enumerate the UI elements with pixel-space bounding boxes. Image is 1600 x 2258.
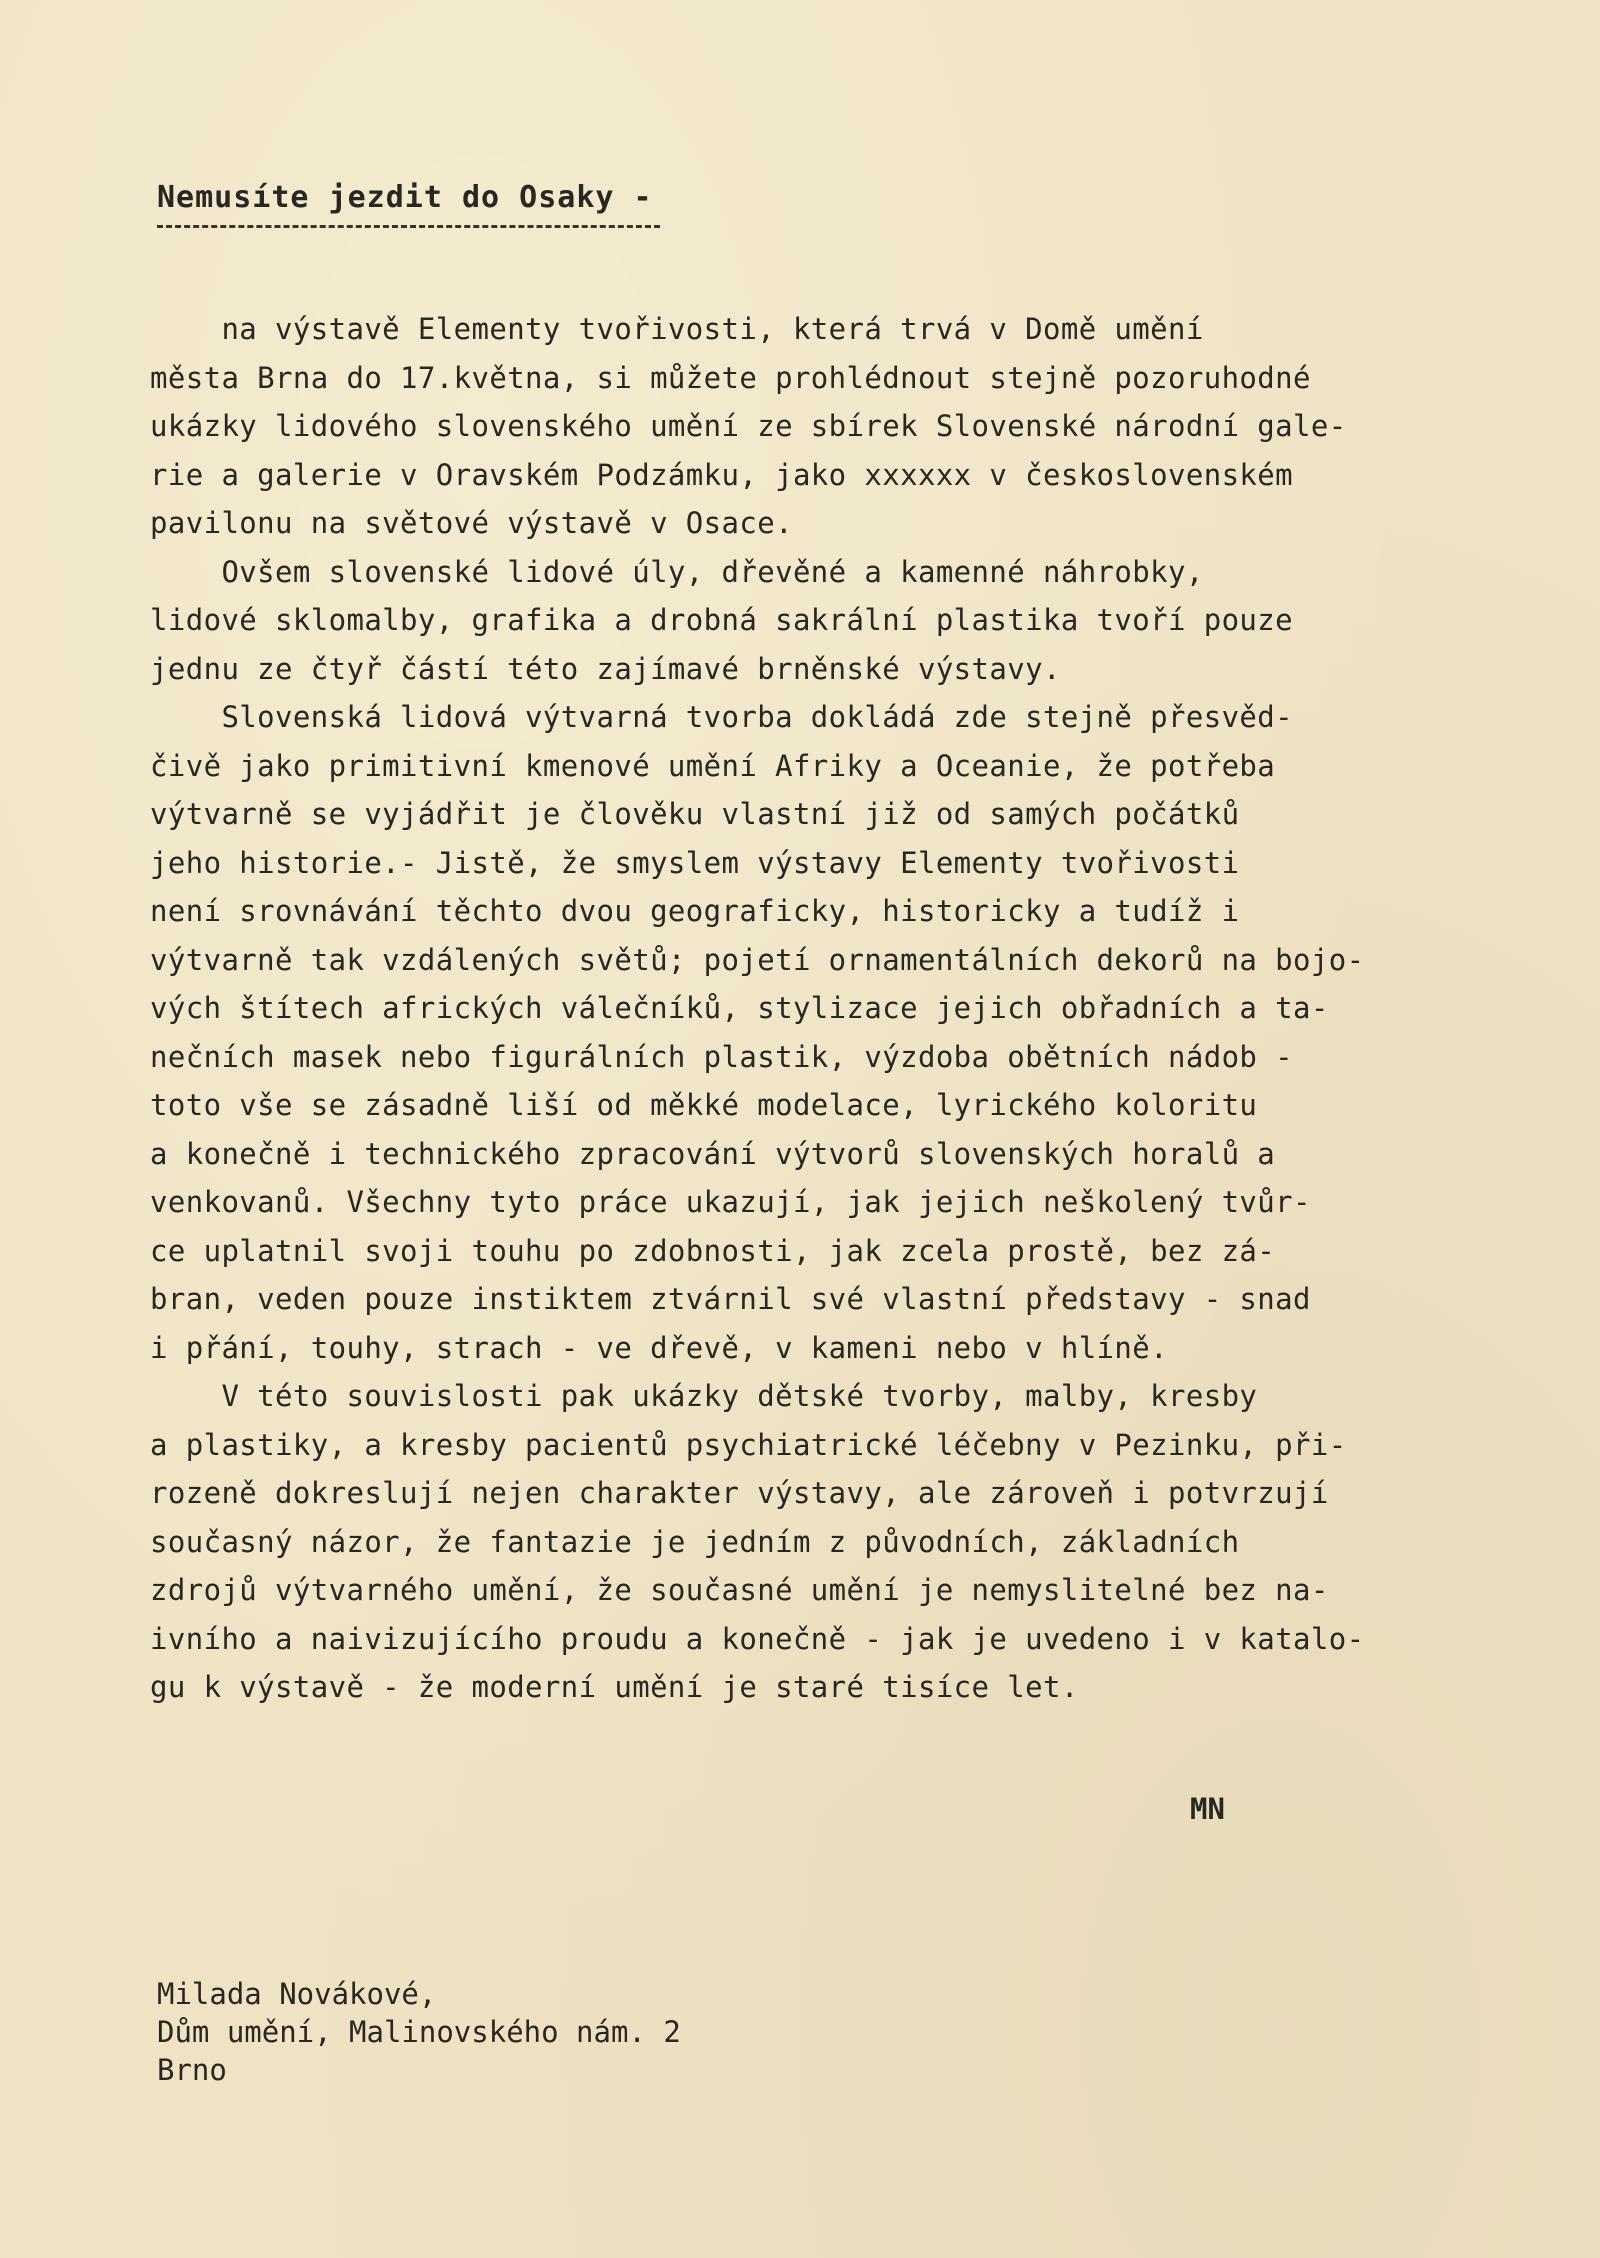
text-line: rie a galerie v Oravském Podzámku, jako xxxxxx v československém bbox=[150, 457, 1294, 492]
text-line: výtvarně se vyjádřit je člověku vlastní již od samých počátků bbox=[150, 797, 1240, 831]
text-line: a plastiky, a kresby pacientů psychiatrické léčebny v Pezinku, při- bbox=[150, 1427, 1347, 1462]
text-line: i přání, touhy, strach - ve dřevě, v kameni nebo v hlíně. bbox=[150, 1330, 1168, 1365]
author-initials: MN bbox=[1190, 1792, 1225, 1826]
text-line: jeho historie.- Jistě, že smyslem výstavy Elementy tvořivosti bbox=[150, 845, 1240, 880]
address-line: Dům umění, Malinovského nám. 2 bbox=[157, 2015, 681, 2049]
text-line: ukázky lidového slovenského umění ze sbírek Slovenské národní gale- bbox=[150, 409, 1347, 443]
text-line: bran, veden pouze instiktem ztvárnil své vlastní představy - snad bbox=[150, 1282, 1311, 1316]
text-line: nečních masek nebo figurálních plastik, výzdoba obětních nádob - bbox=[150, 1039, 1294, 1074]
address-line: Milada Novákové, bbox=[157, 1977, 437, 2011]
text-line: V této souvislosti pak ukázky dětské tvorby, malby, kresby bbox=[150, 1379, 1258, 1413]
title-underline bbox=[157, 225, 660, 228]
text-line: toto vše se zásadně liší od měkké modelace, lyrického koloritu bbox=[150, 1088, 1258, 1122]
document-title: Nemusíte jezdit do Osaky - bbox=[157, 180, 653, 215]
article-body bbox=[150, 305, 1520, 1712]
text-line: jednu ze čtyř částí této zajímavé brněnské výstavy. bbox=[150, 651, 1061, 686]
text-line: Ovšem slovenské lidové úly, dřevěné a kamenné náhrobky, bbox=[150, 554, 1204, 589]
address-block bbox=[157, 1975, 681, 2089]
text-line: gu k výstavě - že moderní umění je staré tisíce let. bbox=[150, 1670, 1079, 1704]
text-line: a konečně i technického zpracování výtvorů slovenských horalů a bbox=[150, 1136, 1276, 1171]
text-line: na výstavě Elementy tvořivosti, která trvá v Domě umění bbox=[150, 312, 1204, 346]
text-line: výtvarně tak vzdálených světů; pojetí ornamentálních dekorů na bojo- bbox=[150, 942, 1365, 977]
address-line: Brno bbox=[157, 2053, 227, 2087]
text-line: pavilonu na světové výstavě v Osace. bbox=[150, 506, 793, 540]
text-line: rozeně dokreslují nejen charakter výstavy, ale zároveň i potvrzují bbox=[150, 1476, 1329, 1510]
text-line: ivního a naivizujícího proudu a konečně - jak je uvedeno i v katalo- bbox=[150, 1621, 1365, 1656]
text-line: zdrojů výtvarného umění, že současné umění je nemyslitelné bez na- bbox=[150, 1573, 1329, 1607]
text-line: současný názor, že fantazie je jedním z původních, základních bbox=[150, 1524, 1240, 1559]
text-line: venkovanů. Všechny tyto práce ukazují, jak jejich neškolený tvůr- bbox=[150, 1185, 1311, 1219]
text-line: města Brna do 17.května, si můžete prohlédnout stejně pozoruhodné bbox=[150, 360, 1311, 395]
text-line: vých štítech afrických válečníků, stylizace jejich obřadních a ta- bbox=[150, 991, 1329, 1025]
text-line: není srovnávání těchto dvou geograficky, historicky a tudíž i bbox=[150, 894, 1240, 928]
text-line: ce uplatnil svoji touhu po zdobnosti, jak zcela prostě, bez zá- bbox=[150, 1233, 1276, 1268]
text-line: čivě jako primitivní kmenové umění Afriky a Oceanie, že potřeba bbox=[150, 748, 1276, 783]
text-line: lidové sklomalby, grafika a drobná sakrální plastika tvoří pouze bbox=[150, 603, 1294, 637]
text-line: Slovenská lidová výtvarná tvorba dokládá zde stejně přesvěd- bbox=[150, 700, 1294, 734]
